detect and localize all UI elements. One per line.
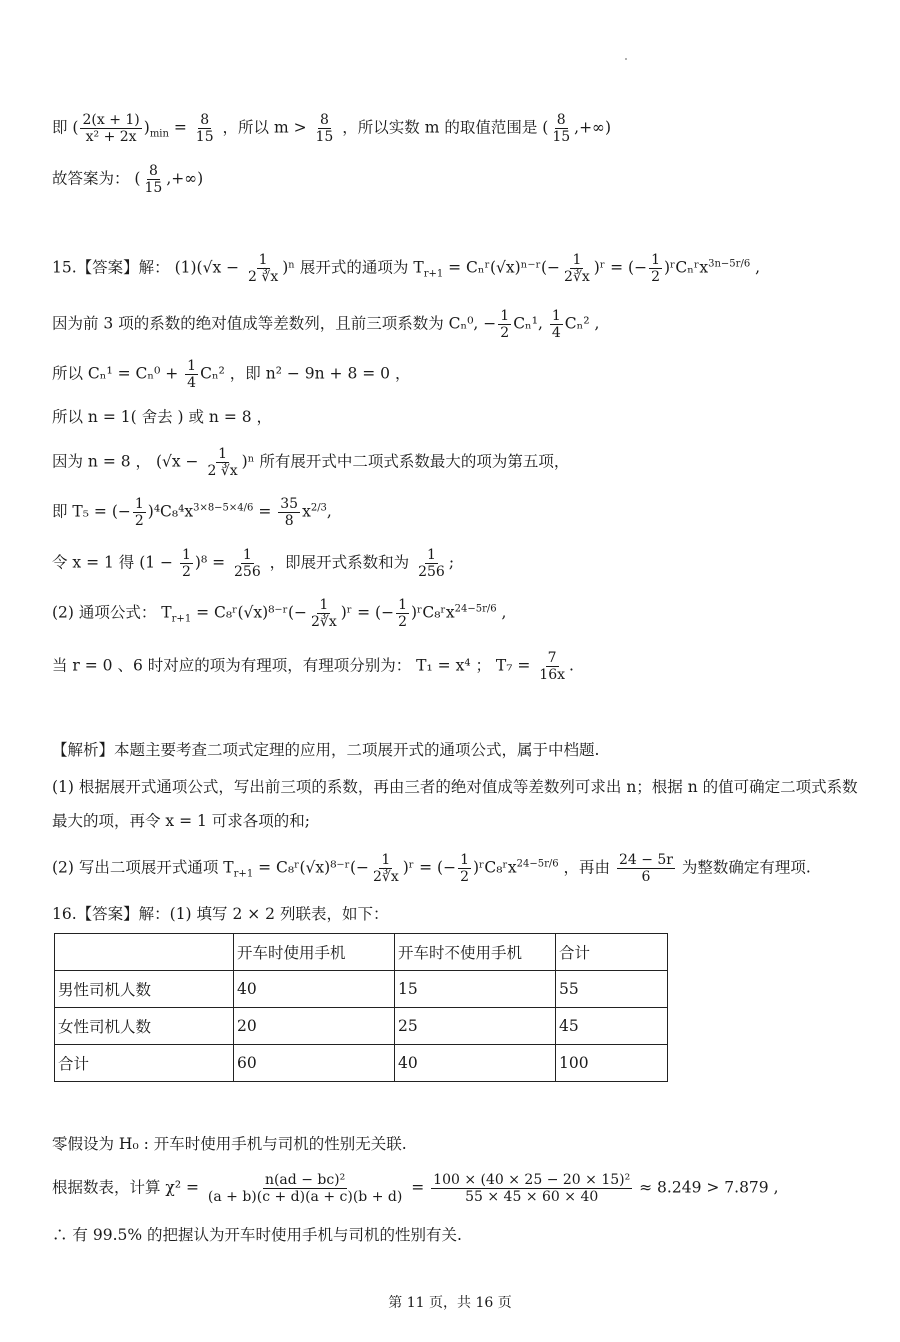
table-row (55, 971, 668, 1008)
table-cell: 100 (556, 1045, 668, 1082)
line-conclusion: ∴ 有 99.5% 的把握认为开车时使用手机与司机的性别有关. (52, 1226, 462, 1244)
line-first-three-coeffs: 因为前 3 项的系数的绝对值成等差数列，且前三项系数为 Cₙ⁰, − $\frac{1}{2}$ Cₙ¹, $\frac{1}{4}$ Cₙ² , (52, 308, 600, 342)
fraction: $\frac{2(x + 1)}{\text{x² + 2x}}$ (82, 112, 140, 146)
table-cell: 60 (234, 1045, 395, 1082)
line-max-binomial: 因为 n = 8 ， (√x − $\frac{1}{2 ∛x}$ )ⁿ 所有展开式中二项式系数最大的项为第五项， (52, 446, 570, 480)
line-t5: 即 T₅ = (− $\frac{1}{2}$ )$^4C_8^4x^{3\times 8-5\times 4/6}$ = $\frac{35}{8}$ $x^{2/3}$, (52, 496, 332, 530)
table-cell: 男性司机人数 (55, 971, 234, 1008)
line-q16-answer: 16.【答案】解：(1) 填写 2 × 2 列联表，如下： (52, 905, 389, 923)
line-part2-general-term: (2) 通项公式： $T_{r+1}$ = C₈ʳ(√x)⁸⁻ʳ(− $\frac{1}{2∛x}$ )ʳ = (− $\frac{1}{2}$ )ʳC₈ʳx$^{24-5r/6}$ , (52, 597, 507, 631)
line-analysis-title: 【解析】本题主要考查二项式定理的应用，二项展开式的通项公式，属于中档题. (52, 741, 600, 759)
table-row (55, 1008, 668, 1045)
table-cell: 45 (556, 1008, 668, 1045)
table-cell: 40 (234, 971, 395, 1008)
table-cell: 25 (395, 1008, 556, 1045)
table-row (55, 1045, 668, 1082)
line-coeff-sum: 令 x = 1 得 (1 − $\frac{1}{2}$ )⁸ = $\frac{1}{256}$ ，即展开式系数和为 $\frac{1}{256}$ ; (52, 547, 455, 581)
line-analysis-part2: (2) 写出二项展开式通项 $T_{r+1}$ = C₈ʳ(√x)⁸⁻ʳ(− $\frac{1}{2∛x}$ )ʳ = (− $\frac{1}{2}$ )ʳC₈ʳx$^{24-5r/6}$ ，再由 $\frac{24 - 5r}{6}$ 为整数确定有理项. (52, 852, 811, 886)
table-cell: 开车时不使用手机 (395, 934, 556, 971)
table-cell: 40 (395, 1045, 556, 1082)
line-analysis-part1: (1) 根据展开式通项公式，写出前三项的系数，再由三者的绝对值成等差数列可求出 n；根据 n 的值可确定二项式系数最大的项，再令 x = 1 可求各项的和; (52, 778, 858, 830)
line-equation-n: 所以 Cₙ¹ = Cₙ⁰ + $\frac{1}{4}$ Cₙ² ，即 n² − 9n + 8 = 0 ， (52, 358, 411, 392)
line-chi-square: 根据数表，计算 χ² = $\frac{\text{n(ad − bc)²}}{(a + b)(c + d)(a + c)(b + d)}$ = $\frac{\text{100 × (40 × 25 − 20 × 15)²}}{55 \times 45 \times 60 \times 40}$ ≈ 8.249 > 7.879 , (52, 1172, 779, 1206)
contingency-table (54, 933, 668, 1082)
table-cell: 合计 (556, 934, 668, 971)
table-cell: 20 (234, 1008, 395, 1045)
line-q15-general-term: 15.【答案】解： (1)(√x − $\frac{1}{2 ∛x}$ )ⁿ 展开式的通项为 $T_{r+1}$ = Cₙʳ(√x)ⁿ⁻ʳ(− $\frac{1}{2∛x}$ )ʳ = (− $\frac{1}{2}$ )ʳCₙʳx$^{3n-5r/6}$ , (52, 252, 761, 286)
table-cell: 合计 (55, 1045, 234, 1082)
scan-speck (625, 58, 627, 60)
line-null-hypothesis: 零假设为 H₀ : 开车时使用手机与司机的性别无关联. (52, 1135, 407, 1153)
table-cell: 女性司机人数 (55, 1008, 234, 1045)
table-header-row (55, 934, 668, 971)
line-answer: 故答案为： ( $\frac{8}{15}$ ,+∞) (52, 163, 204, 197)
line-n-value: 所以 n = 1( 舍去 ) 或 n = 8 ， (52, 408, 273, 426)
table-cell (55, 934, 234, 971)
page-footer: 第 11 页，共 16 页 (388, 1295, 512, 1311)
line-min-value: 即 ( $\frac{2(x + 1)}{\text{x² + 2x}}$ )$_{min}$ = $\frac{8}{15}$ ，所以 m > $\frac{8}{15}$ ，所以实数 m 的取值范围是 ( $\frac{8}{15}$ ,+∞) (52, 112, 612, 146)
line-rational-terms: 当 r = 0 、6 时对应的项为有理项，有理项分别为： T₁ = x⁴ ； T₇ = $\frac{7}{16x}$ . (52, 650, 574, 684)
table-cell: 开车时使用手机 (234, 934, 395, 971)
table-cell: 55 (556, 971, 668, 1008)
table-cell: 15 (395, 971, 556, 1008)
